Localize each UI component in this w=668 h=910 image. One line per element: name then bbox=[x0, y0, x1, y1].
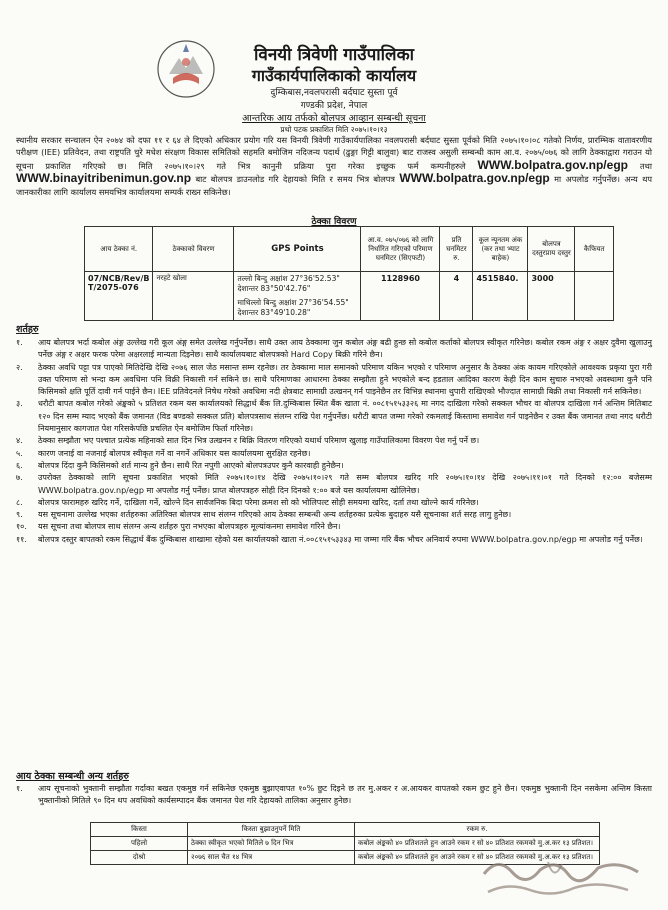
term-text: बोलपत्र दिंदा कुनै किसिमको शर्त मान्य हुने छैन। साथै रित नपुगी आएको बोलपत्रउपर कुनै कारवाही हुनेछैन। bbox=[38, 460, 344, 470]
term-number: २. bbox=[16, 362, 23, 372]
office-address: दुम्किबास,नवलपरासी बर्दघाट सुस्ता पूर्व bbox=[270, 88, 398, 98]
term-text: ठेक्का अवधि पट्टा पत्र पाएको मितिदेखि देखि २०७६ साल जेठ मसान्त सम्म रहनेछ। तर ठेक्कामा माल समानको परिमाण यकिन भएको र परिमाण अनुसार कै ठेक्का अंक कायम गरिएकोले आवश्यक प्रकृया पुरा गरी उक्त परिमाण सो भन्दा कम अवधिमा पनि विक्री निकासी गर्न सकिने छ। साथै परिमाणका आधारमा ठेक्का सम्झौता हुने भएकोले बन्द हडताल आदिका कारण केही दिन काम सुचारु नभएको अवस्थामा कुनै पनि किसिमको क्षति पूर्ति दावी गर्न पाईने छैन। IEE प्रतिवेदनले निषेध गरेको अवधिमा नदी क्षेत्रबाट सामाग्री उत्खनन् गर्न पाइनेछैन तर विभिन्न स्थानमा थुपारी राखिएको भौज्दात सामाग्री बिक्री तथा निकासी गर्न सकिनेछ। bbox=[38, 362, 652, 397]
term-text: यस सूचनामा उल्लेख भएका शर्तहरुका अतिरिक्त बोलपत्र साथ संलग्न गरिएको आय ठेक्का सम्बन्धी अन्य शर्तहरुका प्रत्येक बुदाहरु यसै सूचनाका शर्त सरह लागु हुनेछ। bbox=[38, 510, 512, 520]
cell-total: 4515840. bbox=[473, 272, 528, 321]
col-gps: GPS Points bbox=[234, 227, 361, 272]
other-terms-heading: आय ठेक्का सम्बन्धी अन्य शर्तहरु bbox=[16, 771, 129, 782]
col-fee: बोलपत्र दस्तुरप्राय दस्तुर bbox=[528, 227, 575, 272]
term-item bbox=[16, 509, 652, 521]
contract-table bbox=[84, 226, 614, 321]
inst-cell: ठेक्का स्वीकृत भएको मितिले ७ दिन भित्र bbox=[188, 837, 355, 851]
inst-cell: पहिलो bbox=[91, 837, 188, 851]
table-row bbox=[91, 837, 600, 851]
inst-col-installment: किस्ता bbox=[91, 823, 188, 837]
term-number: ९. bbox=[16, 510, 23, 520]
handwritten-signature-icon bbox=[478, 852, 648, 902]
notice-title: आन्तरिक आय तर्फको बोलपत्र आव्हान सम्बन्धी सूचना bbox=[242, 113, 426, 124]
terms-list bbox=[16, 337, 652, 546]
cell-quantity: 1128960 bbox=[361, 272, 440, 321]
table-header-row bbox=[85, 227, 614, 272]
term-number: ३. bbox=[16, 399, 23, 409]
term-text: बोलपत्र दस्तुर बापतको रकम सिद्धार्थ बैंक दुम्किबास शाखामा रहेको यस कार्यालयको खाता नं.००८१५१५३३४३ मा जम्मा गरि बैंक भौचर अनिवार्य रुपमा WWW.bolpatra.gov.np/egp मा अपलोड गर्नु पर्नेछ। bbox=[38, 534, 643, 544]
inst-cell: २०७६ साल चैत १४ भित्र bbox=[188, 851, 355, 865]
province: गण्डकी प्रदेश, नेपाल bbox=[300, 101, 368, 111]
office-name: विनयी त्रिवेणी गाउँपालिका bbox=[253, 45, 415, 65]
cell-rate: 4 bbox=[440, 272, 473, 321]
cell-fee: 3000 bbox=[528, 272, 575, 321]
term-item bbox=[16, 448, 652, 460]
term-number: ४. bbox=[16, 436, 23, 446]
col-quantity: आ.व. ०७५/०७६ को लागि निर्धारित गरिएको परिमाण घनमिटर (सिएफटी) bbox=[361, 227, 440, 272]
term-item bbox=[16, 497, 652, 509]
term-text: यस सूचना तथा बोलपत्र साथ संलग्न अन्य शर्तहरु पुरा नभएका बोलपत्रहरु मूल्यांकनमा समावेश गरिने छैन। bbox=[38, 522, 341, 532]
term-number: ६. bbox=[16, 460, 23, 470]
table-title: ठेक्का विवरण bbox=[311, 217, 357, 227]
publish-date: प्रथो पटक प्रकाशित मिति २०७५।१०।१३ bbox=[280, 125, 388, 134]
term-text: उपरोक्त ठेक्काको लागि सूचना प्रकाशित भएको मिति २०७५।१०।१४ देखि २०७५।१०।२९ गते सम्म बोलपत्र खरिद गरि २०७५।१०।१४ देखि २०७५।११।०१ गते दिनको १२:०० बजेसम्म WWW.bolpatra.gov.np/egp मा अपलोड गर्नु पर्नेछ। प्राप्त बोलपत्रहरु सोही दिन दिनको १:०० बजे यस कार्यालयमा खोलिनेछ। bbox=[38, 473, 652, 495]
intro-paragraph bbox=[16, 134, 652, 198]
inst-cell: कबोल अंङ्कको ४० प्रतिशतले हुन आउने रकम र सो ४० प्रतिशत रकमको मु.अ.कर १३ प्रतिशत। bbox=[355, 837, 600, 851]
term-number: ११. bbox=[16, 534, 27, 544]
other-terms bbox=[16, 783, 652, 808]
term-number: १०. bbox=[16, 522, 27, 532]
intro-text-4: मा अपलोड गर्नुपर्नेछ। अन्य थप जानकारीका लागि कार्यालय समयभित्र कार्यालयमा सम्पर्क राख्न सकिनेछ। bbox=[16, 174, 652, 197]
term-text: ठेक्का सम्झौता भए पश्चात प्रत्येक महिनाको सात दिन भित्र उत्खनन र बिक्रि वितरण गरिएको यथार्थ परिमाण खुलाइ गाउँपालिकामा विवरण पेश गर्नु पर्ने छ। bbox=[38, 436, 480, 446]
term-item bbox=[16, 398, 652, 435]
terms-heading: शर्तहरु bbox=[16, 324, 39, 335]
term-text: आय बोलपत्र भर्दा कबोल अंङ्ग उल्लेख गरी कूल अंङ्ग समेत उल्लेख गर्नुपर्नेछ। साथै उक्त आय ठेक्कामा जुन कबोल अंङ्ग बढी हुन्छ सो कबोल कर्ताको बोलपत्र स्वीकृत गरिनेछ। कबोल रकम अंङ्ग र अक्षर दुवैमा खुलाउनु पर्नेछ अंङ्ग र अक्षर फरक परेमा अक्षरलाई मान्यता दिइनेछ। साथै कार्यालयबाट बोलपत्रको Hard Copy बिक्री गरिने छैन। bbox=[38, 338, 652, 360]
other-term-text: आय सूचनाको भुक्तानी सम्झौता गर्दाका बखत एकमुष्ठ गर्न सकिनेछ एकमुष्ठ बुझाएवापत १०% छुट दिइने छ तर मु.अकर र अ.आयकर वापतको रकम छुट हुने छैन। एकमुष्ठ भुक्तानी दिन नसकेमा अन्तिम किस्ता भुक्तानीको मितिले ९० दिन थप अवधिको कार्यसम्पादन बैंक जमानत पेश गरि देहायको तालिका अनुसार हुनेछ। bbox=[38, 784, 652, 806]
term-text: बोलपत्र फारामहरु खरिद गर्ने, दाखिला गर्ने, खोल्ने दिन सार्वजनिक बिदा परेमा क्रमश सो को भोलिपल्ट सोही समयमा खरिद, दर्ता तथा खोल्ने कार्य गरिनेछ। bbox=[38, 497, 479, 507]
term-item bbox=[16, 521, 652, 533]
term-text: धरौटी बापत कबोल गरेको अंङ्कको ५ प्रतिशत रकम यस कार्यालयको सिद्धार्थ बैंक लि.दुम्किबास स्थित बैंक खाता नं. ००८१५१५३३२६ मा नगद दाखिला गरेको सक्कल भौचर वा बोलपत्र दाखिला गर्न अन्तिम मितिबाट १२० दिन सम्म म्याद भएको बैंक जमानत (विड बण्डको सक्कल प्रति) बोलपत्रसाथ संलग्न राखि पेश गर्नुपर्नेछ। धरौटी बापत जम्मा गरेको रकमलाई किस्तामा समावेश गर्न पाइनेछैन र उक्त बैंक जमानत तथा नगद धरौटी नियमानुसार कागजात पेश गरिसकेपछि प्रचलित ऐन बमोजिम फिर्ता गरिनेछ। bbox=[38, 399, 652, 434]
cell-ref: 07/NCB/Rev/B T/2075-076 bbox=[85, 272, 153, 321]
intro-text-3: बाट बोलपत्र डाउनलोड गरि देहायको मिति र समय भित्र बोलपत्र bbox=[195, 174, 395, 185]
term-item bbox=[16, 460, 652, 472]
intro-text-2: तथा bbox=[639, 160, 653, 171]
term-number: ५. bbox=[16, 448, 23, 458]
col-rate: प्रति घनमिटर रु. bbox=[440, 227, 473, 272]
other-term-item bbox=[16, 783, 652, 808]
office-subtitle: गाउँकार्यपालिकाको कार्यालय bbox=[251, 66, 417, 85]
egp-link-2[interactable]: WWW.bolpatra.gov.np/egp bbox=[399, 171, 550, 186]
col-total: कूल न्यूनतम अंक (कर तथा भ्याट बाहेक) bbox=[473, 227, 528, 272]
inst-cell: दोश्रो bbox=[91, 851, 188, 865]
other-term-number: १. bbox=[16, 784, 23, 793]
gps-upstream: तल्लो बिन्दु अक्षांश 27°36'52.53" देशान्तर 83°50'42.76" bbox=[237, 274, 340, 293]
col-remarks: कैफियत bbox=[575, 227, 614, 272]
installment-header-row bbox=[91, 823, 600, 837]
cell-remarks bbox=[575, 272, 614, 321]
gps-downstream: माथिल्लो बिन्दु अक्षांश 27°36'54.55" देशान्तर 83°49'10.28" bbox=[237, 298, 349, 317]
col-ref: आय ठेक्का नं. bbox=[85, 227, 153, 272]
cell-gps bbox=[234, 272, 361, 321]
term-item bbox=[16, 435, 652, 447]
table-row bbox=[85, 272, 614, 321]
term-number: ७. bbox=[16, 473, 23, 483]
term-text: कारण जनाई वा नजनाई बोलपत्र स्वीकृत गर्ने वा नगर्ने अधिकार यस कार्यालयमा सुरक्षित रहनेछ। bbox=[38, 448, 311, 458]
term-item bbox=[16, 362, 652, 399]
term-number: १. bbox=[16, 338, 23, 347]
cell-desc: नरहटे खोला bbox=[153, 272, 234, 321]
inst-col-date: किस्ता बुझाउनुपर्ने मिति bbox=[188, 823, 355, 837]
col-desc: ठेक्काको विवरण bbox=[153, 227, 234, 272]
municipality-link[interactable]: WWW.binayitribenimun.gov.np bbox=[16, 171, 192, 186]
term-number: ८. bbox=[16, 497, 23, 507]
term-item bbox=[16, 337, 652, 362]
egp-link[interactable]: WWW.bolpatra.gov.np/egp bbox=[477, 157, 628, 172]
intro-text-1: स्थानीय सरकार सन्चालन ऐन २०७४ को दफा ११ र ६४ ले दिएको अधिकार प्रयोग गरि यस विनयी त्रिवेणी गाउँकार्यपालिका नवलपरासी बर्दघाट सुस्ता पूर्वको मिति २०७५।१०।०८ गतेको निर्णय, प्रारम्भिक वातावरणीय परीक्षण (IEE) प्रतिवेदन, तथा राष्ट्रपति चुरे मधेश संरक्षण विकास समितिको सहमति बमोजिम नदिजन्य पदार्थ (ढुङ्गा गिट्टी बालुवा) बाट राजस्व असुली सम्बन्धी काम आ.व. २०७५/०७६ को लागि ठेक्काद्वारा गराउन यो सूचना प्रकाशित गरिएको छ। मिति २०७५।१०।२९ गते भित्र कानुनी प्रक्रिया पुरा गरेका इच्छुक फर्म कम्पनीहरुले bbox=[16, 135, 652, 171]
term-item bbox=[16, 472, 652, 497]
term-item bbox=[16, 534, 652, 546]
inst-cell: कबोल अंङ्कको ४० प्रतिशतले हुन आउने रकम र सो ४० प्रतिशत रकमको मु.अ.कर १३ प्रतिशत। bbox=[355, 851, 600, 865]
inst-col-amount: रकम रु. bbox=[355, 823, 600, 837]
